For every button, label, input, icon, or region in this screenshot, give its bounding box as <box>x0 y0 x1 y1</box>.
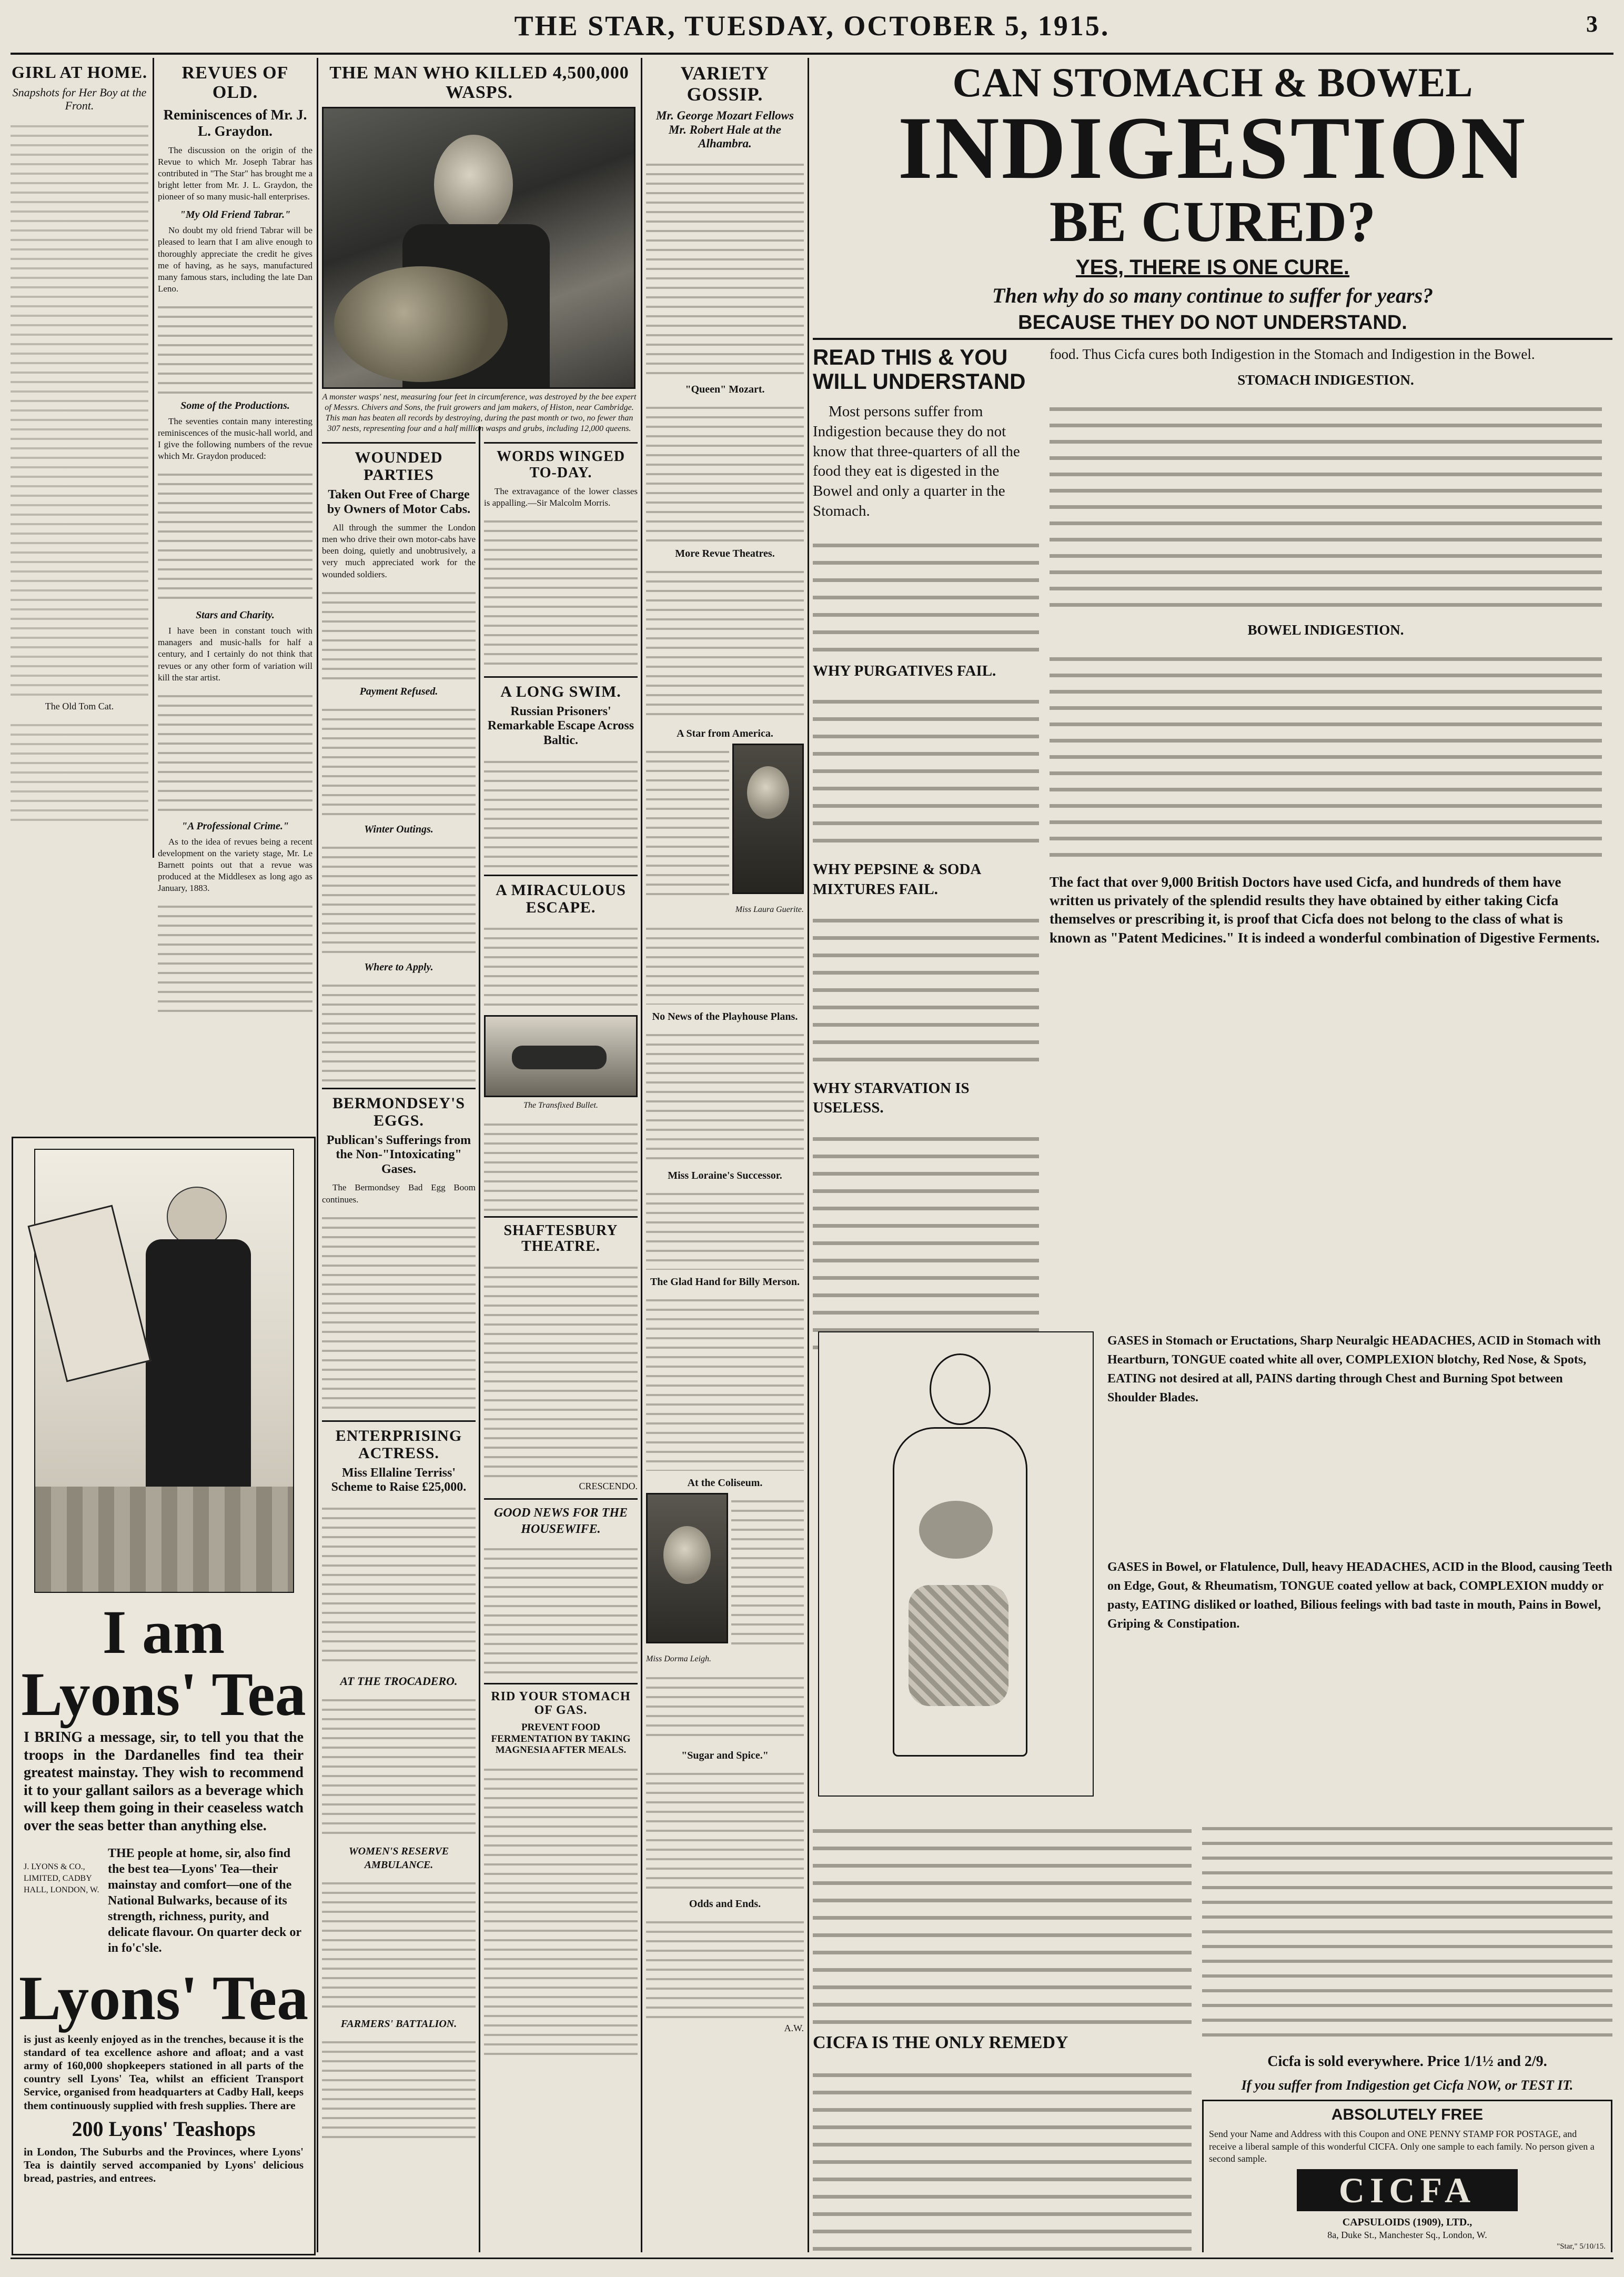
paragraph-block <box>322 977 476 1082</box>
paragraph-block <box>158 299 312 394</box>
paragraph-block <box>646 156 804 377</box>
section-head: FARMERS' BATTALION. <box>340 2018 457 2030</box>
section-head: At the Coliseum. <box>687 1477 763 1489</box>
headline: RID YOUR STOMACH OF GAS. <box>491 1689 631 1718</box>
headline: WOUNDED PARTIES <box>355 449 443 484</box>
ad-text: is just as keenly enjoyed as in the trenches, because it is the standard of tea excellence ashore and afloat; and a vast army of 160,000 shopkeepers stationed in all parts of the country sell Lyons' Tea, whilst an efficient Transport Service, organised from headquarters at Cadby Hall, keeps them continuously supplied with fresh supplies. There are <box>24 2032 304 2112</box>
column-variety-gossip <box>646 58 804 2252</box>
paragraph-block <box>158 898 312 1014</box>
only-remedy-heading: CICFA IS THE ONLY REMEDY <box>813 2033 1068 2052</box>
subheadline: Taken Out Free of Charge by Owners of Motor Cabs. <box>327 488 471 516</box>
section-head: No News of the Playhouse Plans. <box>652 1010 798 1022</box>
section-head: WHY PEPSINE & SODA MIXTURES FAIL. <box>813 861 981 898</box>
column-rule <box>479 426 480 2252</box>
sailor-illustration <box>34 1149 294 1593</box>
paragraph-block <box>813 686 1039 855</box>
column-revues-of-old <box>158 58 312 1184</box>
divider <box>484 676 638 678</box>
article-body <box>322 1182 476 1415</box>
headline: GOOD NEWS FOR THE HOUSEWIFE. <box>493 1506 628 1536</box>
article-body <box>158 145 312 1014</box>
subheadline: Publican's Sufferings from the Non-"Intoxicating" Gases. <box>326 1133 471 1176</box>
man-face-shape <box>434 135 513 235</box>
section-head: BOWEL INDIGESTION. <box>1247 622 1404 638</box>
wasps-photo <box>322 107 636 389</box>
cicfa-diagram-section <box>813 1331 1612 1805</box>
divider <box>484 442 638 444</box>
section-head: Where to Apply. <box>364 961 433 973</box>
column-three <box>322 437 476 2252</box>
coupon-title: ABSOLUTELY FREE <box>1331 2106 1484 2124</box>
bullet-shape <box>512 1046 607 1069</box>
tea-packet-shape <box>27 1205 151 1382</box>
divider <box>484 875 638 876</box>
company-address: 8a, Duke St., Manchester Sq., London, W. <box>1327 2230 1487 2241</box>
paragraph-block <box>813 1124 1039 1355</box>
subheadline: Reminiscences of Mr. J. L. Graydon. <box>163 106 307 139</box>
paragraph-block <box>646 1027 804 1163</box>
paragraph: The discussion on the origin of the Revue to which Mr. Joseph Tabrar has contributed in "The Star" has brought me a bright letter from Mr. J. L. Graydon, the pioneer of so many music-hall enterprises. <box>158 145 312 202</box>
section-head: "A Professional Crime." <box>181 820 289 832</box>
paragraph-block <box>322 2034 476 2139</box>
paragraph-block <box>646 1766 804 1892</box>
price-line: Cicfa is sold everywhere. Price 1/1½ and 2/9. <box>1267 2053 1547 2070</box>
ad-headline-4: YES, THERE IS ONE CURE. <box>1075 256 1350 279</box>
paragraph-block <box>484 920 638 1010</box>
ad-headline-1: CAN STOMACH & BOWEL <box>952 59 1473 105</box>
paragraph-block <box>322 1500 476 1669</box>
doctors-claim: The fact that over 9,000 British Doctors have used Cicfa, and hundreds of them have written us privately of the splendid results they have obtained by either taking Cicfa themselves or prescribing it, is proof that Cicfa does not belong to the class of what is known as "Patent Medicines." It is indeed a wonderful combination of Digestive Ferments. <box>1050 874 1600 946</box>
masthead-title: THE STAR, TUESDAY, OCTOBER 5, 1915. <box>514 10 1110 42</box>
section-head: Miss Loraine's Successor. <box>668 1169 782 1181</box>
headline: BERMONDSEY'S EGGS. <box>332 1094 466 1129</box>
paragraph-block <box>646 399 804 541</box>
column-rule <box>641 58 642 2252</box>
paragraph-block <box>813 2060 1192 2252</box>
divider <box>322 442 476 444</box>
company-name: CAPSULOIDS (1909), LTD., <box>1342 2216 1472 2229</box>
diagram-stomach-shape <box>919 1501 993 1559</box>
paragraph-block <box>813 530 1039 656</box>
article-body <box>11 118 148 697</box>
subheadline: Miss Ellaline Terriss' Scheme to Raise £25,000. <box>331 1466 467 1494</box>
bullet-photo <box>484 1015 638 1097</box>
cicfa-left-column <box>813 345 1039 1425</box>
section-head: "Sugar and Spice." <box>681 1749 769 1761</box>
ad-headline-2: INDIGESTION <box>897 98 1528 197</box>
paragraph-block <box>484 513 638 671</box>
section-head: "My Old Friend Tabrar." <box>179 209 291 221</box>
section-head: WHY PURGATIVES FAIL. <box>813 662 996 679</box>
section-head: STOMACH INDIGESTION. <box>1237 372 1414 388</box>
symptoms-stomach: GASES in Stomach or Eructations, Sharp Neuralgic HEADACHES, ACID in Stomach with Heartburn, TONGUE coated white all over, COMPLEXION blotchy, Red Nose, & Spots, EATING not desired at all, PAINS darting through Chest and Burning Spot between Shoulder Blades. <box>1107 1334 1601 1405</box>
paragraph-block <box>322 1692 476 1839</box>
ad-headline-5: Then why do so many continue to suffer for years? <box>992 284 1434 307</box>
free-coupon <box>1202 2100 1612 2252</box>
symptoms-bowel: GASES in Bowel, or Flatulence, Dull, heavy HEADACHES, ACID in the Blood, causing Teeth on Edge, Gout, & Rheumatism, TONGUE coated yellow at back, COMPLEXION muddy or pasty, EATING disliked or loathed, Bilious feelings with bad taste in mouth, Pains in Bowel, Griping & Constipation. <box>1107 1560 1612 1631</box>
column-rule <box>153 58 154 858</box>
section-head: A Star from America. <box>677 727 773 739</box>
paragraph-block <box>646 1292 804 1471</box>
paragraph-block <box>813 905 1039 1074</box>
bottom-rule <box>11 2258 1613 2259</box>
ad-address: J. LYONS & CO., LIMITED, CADBY HALL, LONDON, W. <box>24 1862 99 1895</box>
section-head: Winter Outings. <box>364 823 433 835</box>
paragraph: All through the summer the London men who drive their own motor-cabs have been doing, quietly and unobtrusively, a very much appreciated work for the wounded soldiers. <box>322 523 476 579</box>
page-number: 3 <box>1586 11 1598 37</box>
section-head: The Glad Hand for Billy Merson. <box>650 1276 800 1288</box>
column-rule <box>317 58 318 2252</box>
photo-caption: Miss Laura Guerite. <box>735 905 804 914</box>
paragraph-block <box>484 1259 638 1480</box>
ad-brand: Lyons' Tea <box>18 1962 309 2033</box>
article-body <box>484 486 638 671</box>
divider <box>484 1498 638 1500</box>
paragraph: I have been in constant touch with managers and music-halls for half a century, and I certainly do not think that revues or any other form of variation will kill the star artist. <box>158 626 312 683</box>
paragraph: The seventies contain many interesting reminiscences of the music-hall world, and I give the following numbers of the revue which Mr. Graydon produced: <box>158 416 312 462</box>
paragraph: The extravagance of the lower classes is appalling.—Sir Malcolm Morris. <box>484 486 638 508</box>
paragraph-block <box>646 1914 804 2019</box>
ad-text: THE people at home, sir, also find the best tea—Lyons' Tea—their mainstay and comfort—one of the National Bulwarks, because of its strength, richness, purity, and delicate flavour. On quarter deck or in fo'c'sle. <box>108 1846 301 1955</box>
section-head: Payment Refused. <box>359 685 438 697</box>
photo-caption: Miss Dorma Leigh. <box>646 1654 712 1663</box>
subheadline: Mr. George Mozart Fellows Mr. Robert Hale at the Alhambra. <box>656 109 794 151</box>
paragraph-block <box>11 717 148 822</box>
divider <box>484 1216 638 1218</box>
headline: SHAFTESBURY THEATRE. <box>503 1222 618 1255</box>
paragraph-block <box>484 754 638 869</box>
divider <box>484 1683 638 1684</box>
paragraph: The Bermondsey Bad Egg Boom continues. <box>322 1182 476 1205</box>
paragraph-block <box>646 744 729 901</box>
headline: VARIETY GOSSIP. <box>680 63 770 105</box>
subheadline: Snapshots for Her Boy at the Front. <box>12 86 147 113</box>
section-head: AT THE TROCADERO. <box>340 1674 458 1688</box>
coupon-ref: "Star," 5/10/15. <box>1557 2242 1606 2251</box>
paragraph-block <box>484 1761 638 2056</box>
paragraph-block <box>646 1670 804 1743</box>
column-four <box>484 437 638 2252</box>
paragraph-block <box>322 839 476 955</box>
divider <box>813 338 1612 340</box>
section-head: WOMEN'S RESERVE AMBULANCE. <box>348 1845 449 1871</box>
portrait-face-shape <box>747 766 789 819</box>
paragraph-block <box>484 1116 638 1211</box>
paragraph-block <box>1202 1815 1612 2047</box>
paragraph-block <box>731 1493 804 1651</box>
section-head: "Queen" Mozart. <box>685 383 765 395</box>
deck-shape <box>35 1487 293 1592</box>
diagram-bowel-shape <box>909 1585 1008 1706</box>
wasps-feature <box>322 58 637 432</box>
paragraph-block <box>158 466 312 603</box>
paragraph-block <box>1050 395 1602 616</box>
dorma-leigh-photo <box>646 1493 728 1643</box>
cicfa-advert <box>813 58 1612 2252</box>
paragraph-block <box>646 1186 804 1270</box>
photo-caption: A monster wasps' nest, measuring four feet in circumference, was destroyed by the bee expert of Messrs. Chivers and Sons, the fruit growers and jam makers, of Histon, near Cambridge. This man has beaten all records by destroying, during the past month or two, no fewer than 307 nests, representing four and a half million wasps and grubs, including 12,000 queens. <box>322 392 637 433</box>
subheadline: PREVENT FOOD FERMENTATION BY TAKING MAGNESIA AFTER MEALS. <box>491 1721 631 1756</box>
paragraph-block <box>322 585 476 679</box>
headline: GIRL AT HOME. <box>11 63 148 82</box>
section-head: Some of the Productions. <box>180 399 290 412</box>
column-rule <box>808 58 809 2252</box>
paragraph-block <box>813 1815 1192 2026</box>
subheadline: Russian Prisoners' Remarkable Escape Across Baltic. <box>487 704 634 747</box>
paragraph: As to the idea of revues being a recent development on the variety stage, Mr. Le Barnett points out that a revue was produced at the Middlesex as long ago as January, 1883. <box>158 836 312 894</box>
body-diagram <box>818 1331 1094 1797</box>
headline: A MIRACULOUS ESCAPE. <box>496 881 626 916</box>
paragraph-block <box>322 1875 476 2012</box>
section-head: The Old Tom Cat. <box>45 700 114 711</box>
ad-headline-3: BE CURED? <box>1049 189 1376 254</box>
sailor-head-shape <box>167 1187 227 1247</box>
divider <box>322 1088 476 1089</box>
cicfa-logo: CICFA <box>1297 2169 1518 2211</box>
headline: ENTERPRISING ACTRESS. <box>335 1427 462 1462</box>
suffer-line: If you suffer from Indigestion get Cicfa NOW, or TEST IT. <box>1241 2078 1573 2093</box>
cicfa-right-column <box>1050 345 1602 1425</box>
section-head: Odds and Ends. <box>689 1898 761 1910</box>
cicfa-bottom-left <box>813 1815 1192 2252</box>
byline: A.W. <box>784 2022 804 2033</box>
section-head: WHY STARVATION IS USELESS. <box>813 1079 970 1117</box>
headline: REVUES OF OLD. <box>181 63 289 103</box>
paragraph: food. Thus Cicfa cures both Indigestion in the Stomach and Indigestion in the Bowel. <box>1050 346 1535 362</box>
divider <box>322 1420 476 1422</box>
masthead-rule <box>11 53 1613 55</box>
headline: THE MAN WHO KILLED 4,500,000 WASPS. <box>329 63 629 103</box>
portrait-face-shape <box>663 1526 711 1584</box>
byline: CRESCENDO. <box>579 1481 638 1492</box>
masthead <box>0 0 1624 51</box>
column-girl-at-home <box>11 58 148 858</box>
ad-headline: I am Lyons' Tea <box>21 1598 306 1729</box>
article-body <box>322 522 476 1082</box>
paragraph <box>11 118 148 697</box>
ad-text: I BRING a message, sir, to tell you that the troops in the Dardanelles find tea their greatest mainstay. They wish to recommend it to your gallant sailors as a beverage which will keep them going in their ceaseless watch over the seas better than anything else. <box>24 1729 304 1834</box>
paragraph-block <box>158 688 312 814</box>
paragraph: Most persons suffer from Indigestion because they do not know that three-quarters of all the food they eat is digested in the Bowel and only a quarter in the Stomach. <box>813 403 1020 519</box>
paragraph: No doubt my old friend Tabrar will be pleased to learn that I am alive enough to thoroughly appreciate the credit he gives me of having, as he says, manufactured many famous stars, including the late Dan Leno. <box>158 225 312 294</box>
paragraph-block <box>484 1541 638 1678</box>
paragraph-block <box>646 564 804 721</box>
ad-teashops: 200 Lyons' Teashops <box>72 2116 256 2141</box>
laura-guerite-photo <box>732 744 804 894</box>
wasps-nest-shape <box>334 266 508 382</box>
paragraph-block <box>646 920 804 1005</box>
coupon-text: Send your Name and Address with this Coupon and ONE PENNY STAMP FOR POSTAGE, and receive a liberal sample of this wonderful CICFA. Only one sample to each family. No person given a second sample. <box>1209 2129 1595 2164</box>
read-heading: READ THIS & YOU WILL UNDERSTAND <box>813 345 1026 394</box>
lyons-tea-advert <box>12 1137 316 2255</box>
headline: WORDS WINGED TO-DAY. <box>496 448 626 481</box>
paragraph-block <box>322 701 476 817</box>
paragraph-block <box>322 1210 476 1415</box>
photo-caption: The Transfixed Bullet. <box>523 1100 598 1110</box>
cicfa-bottom-right <box>1202 1815 1612 2252</box>
ad-text: in London, The Suburbs and the Provinces, where Lyons' Tea is daintily served accompanied by Lyons' delicious bread, pastries, and entrees. <box>24 2145 304 2185</box>
paragraph-block <box>1050 645 1602 866</box>
ad-headline-6: BECAUSE THEY DO NOT UNDERSTAND. <box>1018 312 1407 334</box>
diagram-head-shape <box>930 1353 991 1425</box>
section-head: Stars and Charity. <box>196 609 275 621</box>
headline: A LONG SWIM. <box>500 683 621 700</box>
section-head: More Revue Theatres. <box>675 547 775 559</box>
